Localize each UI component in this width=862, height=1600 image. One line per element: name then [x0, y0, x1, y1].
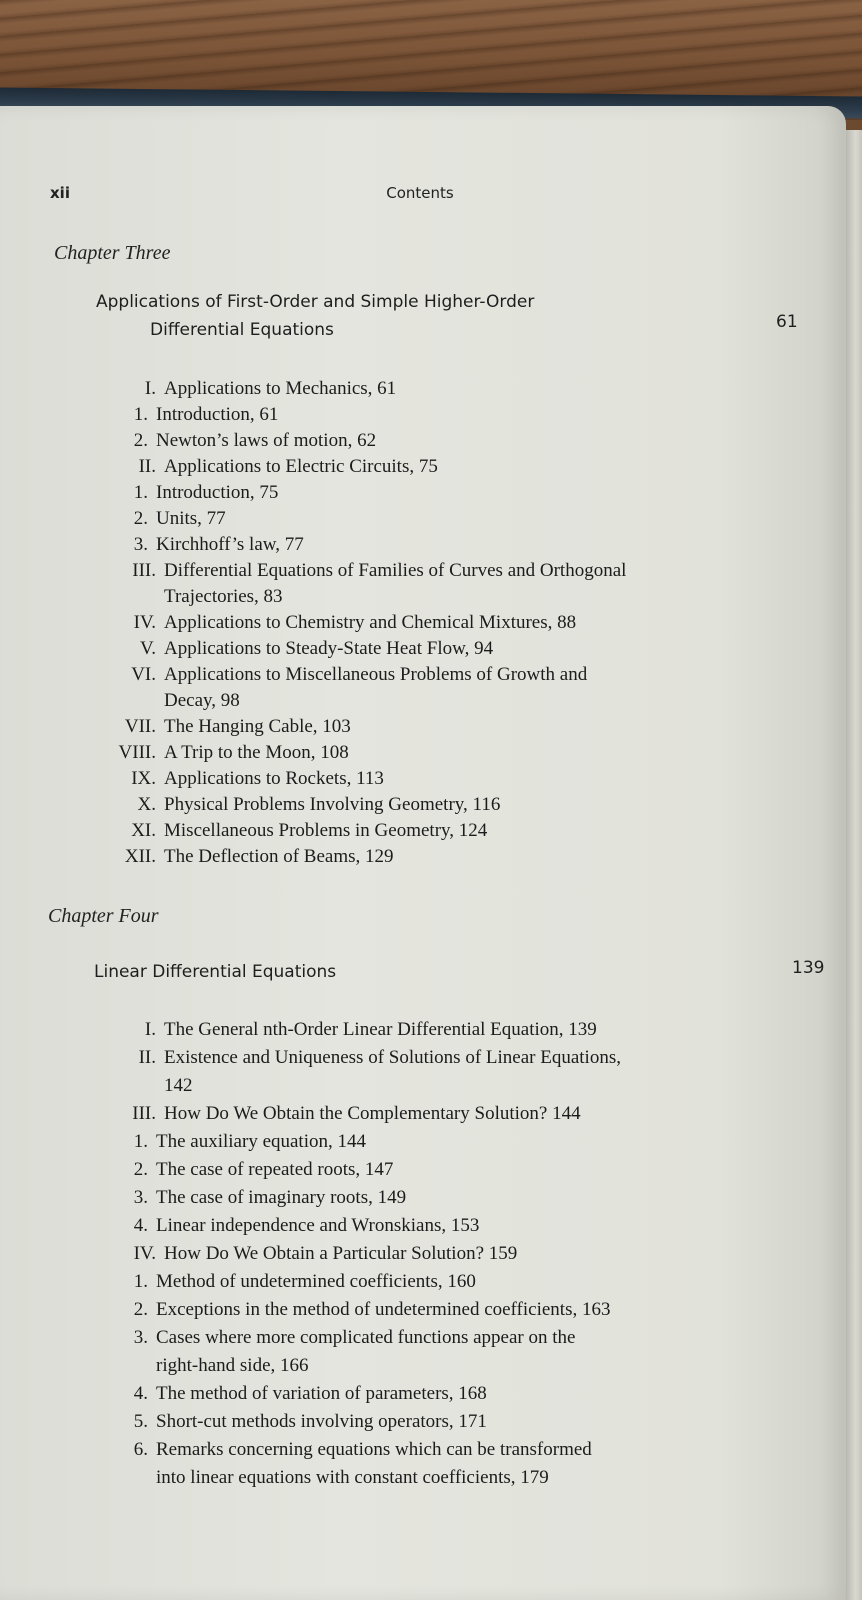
toc-entry-number: IV. — [133, 1243, 156, 1264]
toc-entry-number: V. — [139, 638, 156, 659]
toc-entry — [96, 766, 736, 792]
toc-entry-text: Kirchhoff’s law, 77 — [156, 534, 304, 555]
toc-entry-number: X. — [137, 794, 156, 815]
toc-entry-text: Miscellaneous Problems in Geometry, 124 — [164, 820, 488, 841]
toc-entry-number: IV. — [133, 612, 156, 633]
toc-entry-number: 1. — [133, 404, 148, 425]
toc-entry — [96, 1408, 756, 1436]
toc-entry — [96, 636, 736, 662]
toc-entry-number: II. — [138, 1047, 156, 1068]
chapter-four-title: Linear Differential Equations — [94, 962, 337, 982]
toc-entry — [96, 610, 736, 636]
toc-entry-number: I. — [144, 378, 156, 399]
toc-entry-text: Applications to Mechanics, 61 — [164, 378, 397, 399]
toc-entry-number: 1. — [133, 1271, 148, 1292]
toc-entry-text: The case of imaginary roots, 149 — [156, 1187, 407, 1208]
toc-entry-text: Existence and Uniqueness of Solutions of Linear Equations, — [164, 1047, 621, 1068]
toc-entry-text: Introduction, 61 — [156, 404, 279, 425]
toc-entry — [96, 402, 736, 428]
toc-entry-text: into linear equations with constant coefficients, 179 — [156, 1467, 549, 1488]
toc-entry — [96, 1352, 756, 1380]
toc-entry-number: 3. — [133, 1187, 148, 1208]
toc-entry-text: Method of undetermined coefficients, 160 — [156, 1271, 476, 1292]
toc-entry-text: Units, 77 — [156, 508, 226, 529]
toc-entry-text: Differential Equations of Families of Curves and Orthogonal — [164, 560, 627, 581]
running-head-title: Contents — [386, 184, 454, 202]
toc-entry-text: right-hand side, 166 — [156, 1355, 309, 1376]
toc-entry-number: XI. — [131, 820, 156, 841]
chapter-three-title-line2: Differential Equations — [150, 320, 334, 340]
toc-entry — [96, 792, 736, 818]
toc-entry-number: 4. — [133, 1215, 148, 1236]
toc-entry-text: Applications to Rockets, 113 — [164, 768, 384, 789]
toc-entry-text: Cases where more complicated functions appear on the — [156, 1327, 576, 1348]
toc-entry — [96, 584, 736, 610]
toc-entry — [96, 428, 736, 454]
toc-entry-number: VI. — [131, 664, 156, 685]
toc-entry-number: 5. — [133, 1411, 148, 1432]
chapter-three-title — [96, 288, 534, 344]
toc-entry-number: IX. — [131, 768, 156, 789]
toc-entry-text: Newton’s laws of motion, 62 — [156, 430, 377, 451]
page-folio: xii — [50, 184, 70, 202]
toc-entry-number: III. — [132, 560, 156, 581]
toc-entry — [96, 1268, 756, 1296]
toc-entry-number: VIII. — [118, 742, 156, 763]
toc-entry — [96, 506, 736, 532]
toc-entry — [96, 1044, 756, 1072]
toc-entry-text: How Do We Obtain a Particular Solution? 159 — [164, 1243, 518, 1264]
toc-entry — [96, 558, 736, 584]
toc-entry-number: XII. — [124, 846, 156, 867]
toc-entry-text: The auxiliary equation, 144 — [156, 1131, 366, 1152]
toc-entry-text: Remarks concerning equations which can be transformed — [156, 1439, 592, 1460]
toc-entry — [96, 1072, 756, 1100]
toc-entry — [96, 1156, 756, 1184]
toc-entry-text: Exceptions in the method of undetermined coefficients, 163 — [156, 1299, 611, 1320]
toc-entry-number: III. — [132, 1103, 156, 1124]
toc-entry — [96, 532, 736, 558]
toc-entry-number: 2. — [133, 1299, 148, 1320]
toc-entry — [96, 818, 736, 844]
toc-entry-number: 3. — [133, 534, 148, 555]
toc-entry — [96, 662, 736, 688]
toc-entry-text: The case of repeated roots, 147 — [156, 1159, 394, 1180]
toc-entry-text: Short-cut methods involving operators, 171 — [156, 1411, 487, 1432]
toc-entry-number: 6. — [133, 1439, 148, 1460]
toc-entry-number: 3. — [133, 1327, 148, 1348]
toc-entry — [96, 1100, 756, 1128]
toc-entry — [96, 1240, 756, 1268]
toc-entry — [96, 454, 736, 480]
toc-entry — [96, 1324, 756, 1352]
toc-entry — [96, 740, 736, 766]
toc-entry — [96, 1464, 756, 1492]
toc-entry-text: How Do We Obtain the Complementary Solution? 144 — [164, 1103, 581, 1124]
toc-entry-text: The Deflection of Beams, 129 — [164, 846, 394, 867]
toc-entry-text: Trajectories, 83 — [164, 586, 283, 607]
toc-entry — [96, 1184, 756, 1212]
toc-entry-text: The General nth-Order Linear Differential Equation, 139 — [164, 1019, 597, 1040]
chapter-four-toc — [96, 1016, 756, 1492]
toc-entry-number: I. — [144, 1019, 156, 1040]
toc-entry-number: 2. — [133, 1159, 148, 1180]
toc-entry — [96, 1436, 756, 1464]
chapter-three-label: Chapter Three — [54, 242, 171, 264]
chapter-four-label: Chapter Four — [48, 905, 159, 927]
toc-entry-number: VII. — [124, 716, 156, 737]
chapter-three-page-number: 61 — [776, 312, 798, 332]
toc-entry-text: Applications to Electric Circuits, 75 — [164, 456, 438, 477]
toc-entry — [96, 480, 736, 506]
toc-entry-text: Linear independence and Wronskians, 153 — [156, 1215, 480, 1236]
toc-entry-text: Applications to Miscellaneous Problems of Growth and — [164, 664, 588, 685]
toc-entry — [96, 376, 736, 402]
toc-entry-number: II. — [138, 456, 156, 477]
running-head — [50, 184, 810, 208]
toc-entry-text: Introduction, 75 — [156, 482, 279, 503]
toc-entry-text: Applications to Steady-State Heat Flow, 94 — [164, 638, 494, 659]
toc-entry-number: 1. — [133, 482, 148, 503]
toc-entry-number: 2. — [133, 430, 148, 451]
toc-entry-number: 1. — [133, 1131, 148, 1152]
toc-entry-text: 142 — [164, 1075, 193, 1096]
chapter-three-title-line1: Applications of First-Order and Simple Higher-Order — [96, 292, 535, 312]
chapter-three-toc — [96, 376, 736, 870]
toc-entry — [96, 844, 736, 870]
toc-entry — [96, 1016, 756, 1044]
toc-entry — [96, 1128, 756, 1156]
toc-entry-text: Decay, 98 — [164, 690, 240, 711]
toc-entry-text: The method of variation of parameters, 168 — [156, 1383, 487, 1404]
toc-entry-text: A Trip to the Moon, 108 — [164, 742, 349, 763]
toc-entry — [96, 1380, 756, 1408]
toc-entry — [96, 1212, 756, 1240]
chapter-four-page-number: 139 — [792, 958, 825, 978]
toc-entry-text: Applications to Chemistry and Chemical Mixtures, 88 — [164, 612, 577, 633]
toc-entry-number: 2. — [133, 508, 148, 529]
toc-entry-text: The Hanging Cable, 103 — [164, 716, 351, 737]
toc-entry-number: 4. — [133, 1383, 148, 1404]
toc-entry-text: Physical Problems Involving Geometry, 116 — [164, 794, 501, 815]
toc-entry — [96, 714, 736, 740]
page-stack-edge — [846, 130, 862, 1600]
toc-entry — [96, 1296, 756, 1324]
toc-entry — [96, 688, 736, 714]
